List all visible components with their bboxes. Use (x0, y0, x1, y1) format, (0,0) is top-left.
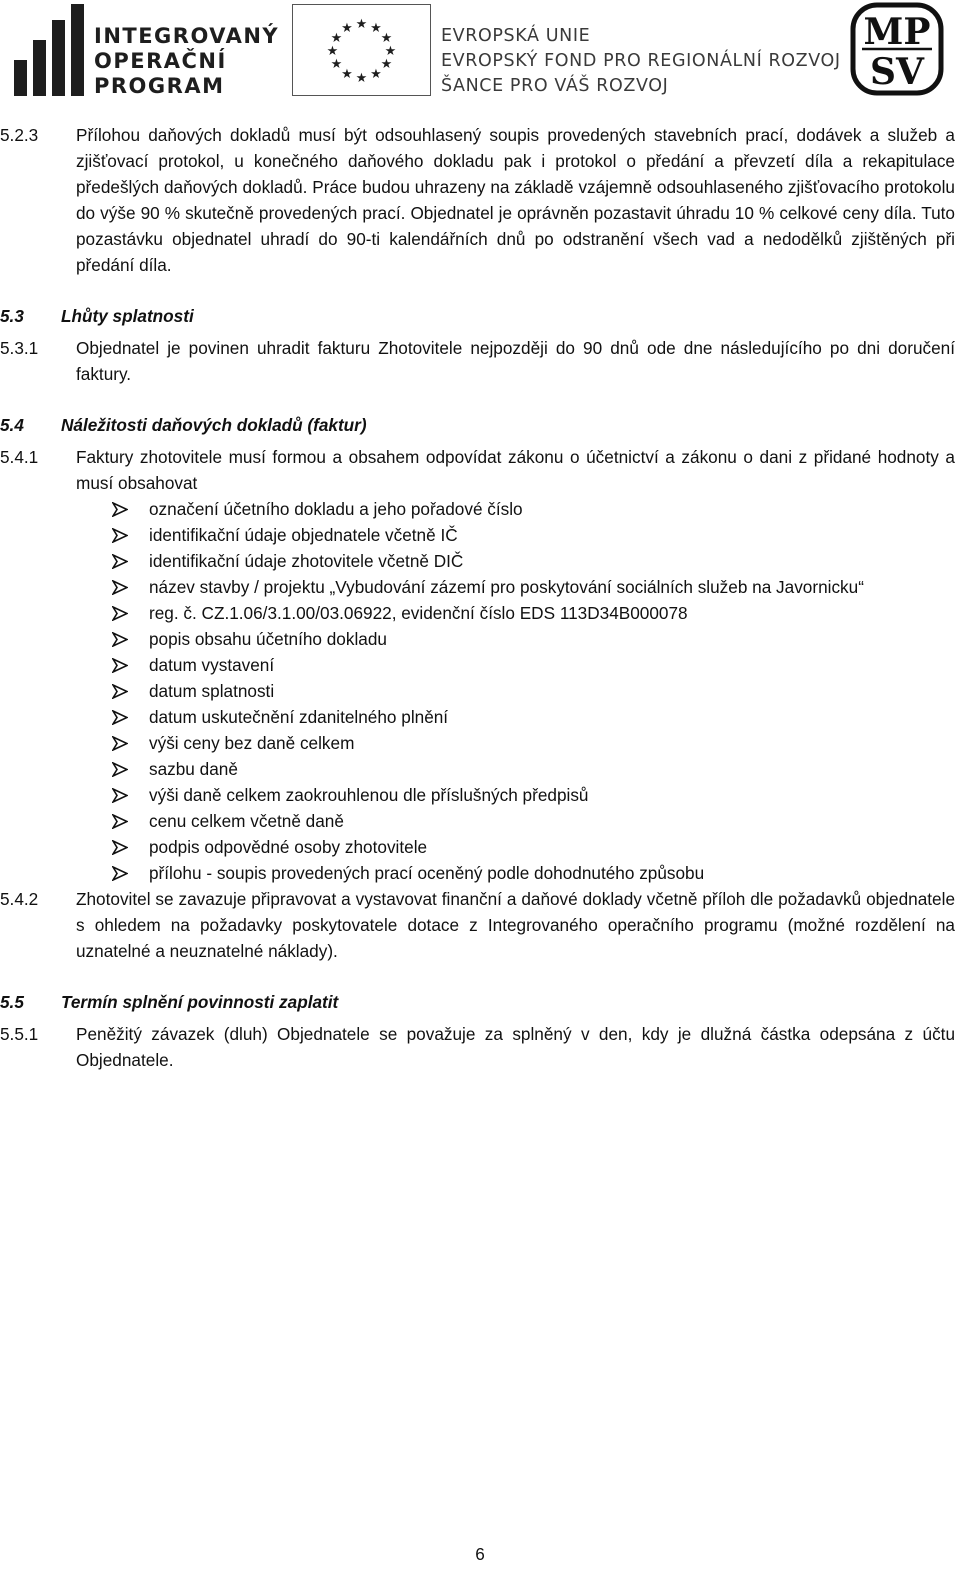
section-number: 5.5 (0, 992, 24, 1012)
list-item (0, 704, 960, 730)
section-title: Lhůty splatnosti (61, 306, 194, 326)
svg-text:★: ★ (370, 67, 382, 82)
list-item-text: identifikační údaje zhotovitele včetně DIČ (149, 551, 464, 571)
list-item-text: identifikační údaje objednatele včetně IČ (149, 525, 458, 545)
clause-5-3-1 (0, 335, 960, 387)
arrow-bullet-icon (112, 502, 128, 517)
iop-logo (12, 4, 280, 98)
clause-5-2-3 (0, 122, 960, 278)
arrow-bullet-icon (112, 684, 128, 699)
list-item (0, 496, 960, 522)
section-title: Náležitosti daňových dokladů (faktur) (61, 415, 367, 435)
clause-number: 5.2.3 (0, 125, 39, 145)
list-item-text: sazbu daně (149, 759, 238, 779)
list-item-text: podpis odpovědné osoby zhotovitele (149, 837, 428, 857)
svg-text:★: ★ (355, 17, 368, 32)
list-item (0, 808, 960, 834)
clause-text: Peněžitý závazek (dluh) Objednatele se považuje za splněný v den, kdy je dlužná částka odepsána z účtu Objednatele. (76, 1024, 955, 1070)
clause-text: Přílohou daňových dokladů musí být odsouhlasený soupis provedených stavebních prací, dodávek a služeb a zjišťovací protokol, u konečného daňového dokladu pak i protokol o předání a převzetí díla a rekapitulace předešlých daňových dokladů. Práce budou uhrazeny na základě vzájemně odsouhlaseného zjišťovacího protokolu do výše 90 % skutečně provedených prací. Objednatel je oprávněn pozastavit úhradu 10 % celkové ceny díla. Tuto pozastávku objednatel uhradí do 90-ti kalendářních dnů po odstranění všech vad a nedodělků zjištěných při předání díla. (76, 125, 955, 275)
arrow-bullet-icon (112, 866, 128, 881)
svg-text:★: ★ (355, 71, 368, 86)
clause-number: 5.5.1 (0, 1024, 39, 1044)
mpsv-emblem-icon (850, 2, 944, 96)
arrow-bullet-icon (112, 606, 128, 621)
list-item-text: výši daně celkem zaokrouhlenou dle příslušných předpisů (149, 785, 589, 805)
list-item (0, 574, 960, 600)
iop-logo-line: OPERAČNÍ (94, 49, 227, 73)
mpsv-logo (850, 2, 944, 96)
clause-5-4-2 (0, 886, 960, 964)
list-item-text: datum splatnosti (149, 681, 275, 701)
mpsv-logo-bottom: SV (870, 51, 924, 93)
list-item (0, 730, 960, 756)
eu-logo-line: ŠANCE PRO VÁŠ ROZVOJ (441, 76, 669, 96)
svg-text:★: ★ (330, 31, 343, 46)
clause-text: Objednatel je povinen uhradit fakturu Zhotovitele nejpozději do 90 dnů ode dne následujícího po dni doručení faktury. (76, 338, 955, 384)
page-number: 6 (475, 1544, 485, 1564)
arrow-bullet-icon (112, 762, 128, 777)
eu-logo-line: EVROPSKÝ FOND PRO REGIONÁLNÍ ROZVOJ (441, 51, 841, 71)
list-item (0, 522, 960, 548)
list-item (0, 678, 960, 704)
list-item-text: přílohu - soupis provedených prací oceněný podle dohodnutého způsobu (149, 863, 705, 883)
list-item (0, 860, 960, 886)
list-item (0, 756, 960, 782)
clause-number: 5.3.1 (0, 338, 39, 358)
list-item (0, 834, 960, 860)
svg-text:★: ★ (341, 21, 353, 36)
arrow-bullet-icon (112, 736, 128, 751)
arrow-bullet-icon (112, 840, 128, 855)
iop-bars-graphic (12, 4, 92, 96)
page-header (0, 0, 960, 105)
svg-text:★: ★ (326, 44, 339, 59)
invoice-requirements-list (0, 496, 960, 886)
iop-logo-text (94, 24, 279, 99)
list-item-text: datum uskutečnění zdanitelného plnění (149, 707, 449, 727)
svg-text:★: ★ (341, 67, 353, 82)
eu-flag-logo (292, 4, 431, 96)
arrow-bullet-icon (112, 658, 128, 673)
svg-text:★: ★ (330, 57, 343, 72)
eu-stars-icon (293, 5, 430, 95)
clause-number: 5.4.2 (0, 889, 39, 909)
arrow-bullet-icon (112, 528, 128, 543)
svg-text:★: ★ (380, 31, 393, 46)
list-item (0, 600, 960, 626)
eu-logo-line: EVROPSKÁ UNIE (441, 26, 591, 46)
list-item (0, 626, 960, 652)
section-heading-5-4 (0, 412, 960, 438)
iop-logo-line: PROGRAM (94, 74, 225, 98)
arrow-bullet-icon (112, 710, 128, 725)
list-item-text: označení účetního dokladu a jeho pořadové číslo (149, 499, 523, 519)
section-number: 5.4 (0, 415, 24, 435)
clause-number: 5.4.1 (0, 447, 39, 467)
section-heading-5-5 (0, 989, 960, 1015)
document-body (0, 122, 960, 1073)
eu-logo-text (441, 24, 841, 99)
section-title: Termín splnění povinnosti zaplatit (61, 992, 339, 1012)
list-item (0, 548, 960, 574)
mpsv-logo-top: MP (863, 11, 931, 53)
section-heading-5-3 (0, 303, 960, 329)
arrow-bullet-icon (112, 814, 128, 829)
clause-5-5-1 (0, 1021, 960, 1073)
list-item-text: název stavby / projektu „Vybudování zázemí pro poskytování sociálních služeb na Javornicku“ (149, 577, 864, 597)
arrow-bullet-icon (112, 580, 128, 595)
clause-text: Zhotovitel se zavazuje připravovat a vystavovat finanční a daňové doklady včetně příloh dle požadavků objednatele s ohledem na požadavky poskytovatele dotace z Integrovaného operačního programu (možné rozdělení na uznatelné a neuznatelné náklady). (76, 889, 955, 961)
section-number: 5.3 (0, 306, 24, 326)
arrow-bullet-icon (112, 632, 128, 647)
list-item-text: datum vystavení (149, 655, 275, 675)
svg-text:★: ★ (384, 44, 397, 59)
list-item-text: popis obsahu účetního dokladu (149, 629, 387, 649)
list-item (0, 782, 960, 808)
arrow-bullet-icon (112, 788, 128, 803)
iop-logo-line: INTEGROVANÝ (94, 24, 280, 48)
arrow-bullet-icon (112, 554, 128, 569)
list-item-text: výši ceny bez daně celkem (149, 733, 355, 753)
clause-5-4-1 (0, 444, 960, 496)
list-item-text: cenu celkem včetně daně (149, 811, 344, 831)
svg-text:★: ★ (370, 21, 382, 36)
clause-text: Faktury zhotovitele musí formou a obsahem odpovídat zákonu o účetnictví a zákonu o dani z přidané hodnoty a musí obsahovat (76, 447, 955, 493)
svg-text:★: ★ (380, 57, 393, 72)
list-item-text: reg. č. CZ.1.06/3.1.00/03.06922, evidenční číslo EDS 113D34B000078 (149, 603, 688, 623)
list-item (0, 652, 960, 678)
